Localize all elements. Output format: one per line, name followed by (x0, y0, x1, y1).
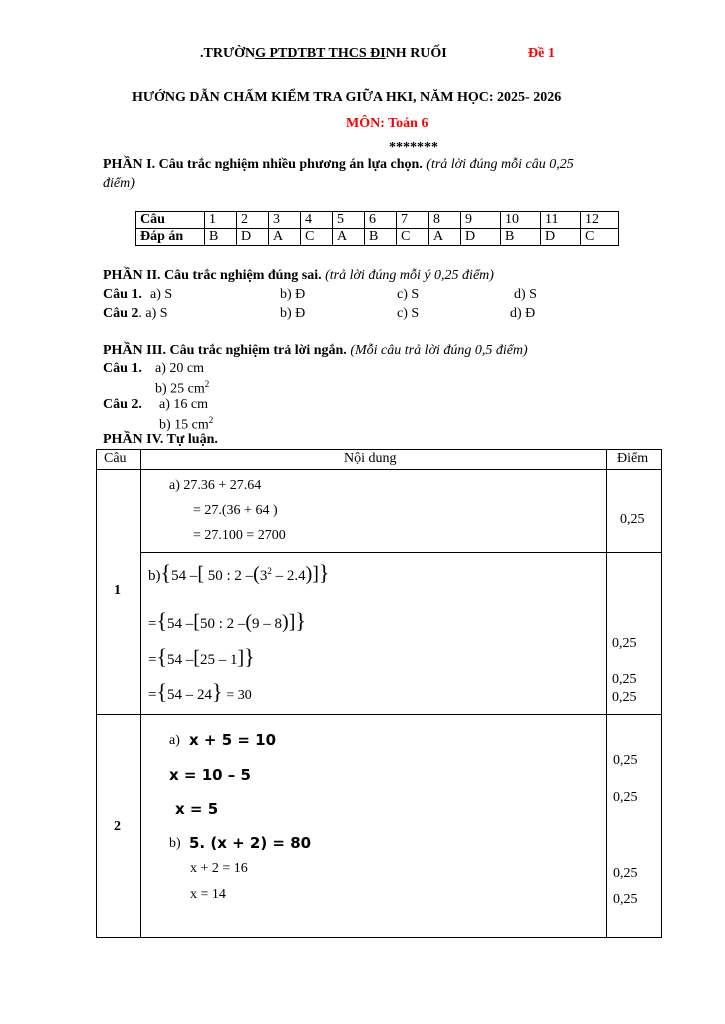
question-number: 10 (501, 212, 541, 229)
part2-q1-d: d) S (514, 287, 537, 302)
table-divider (140, 552, 662, 553)
part2-q2-c: c) S (397, 306, 420, 321)
q2-score: 0,25 (613, 753, 638, 768)
q1a-line3: = 27.100 = 2700 (193, 528, 286, 543)
q2a-line3: x = 5 (175, 800, 219, 818)
question-number: 1 (205, 212, 237, 229)
part2-q1-a: a) S (150, 287, 173, 302)
answer-cell: A (429, 229, 461, 246)
question-number: 8 (429, 212, 461, 229)
answer-table-questions-row (136, 212, 619, 229)
table-divider (96, 469, 662, 470)
question-number: 5 (333, 212, 365, 229)
part4-heading: PHẦN IV. Tự luận. (103, 432, 218, 447)
answer-cell: B (501, 229, 541, 246)
part3-q2-label: Câu 2. (103, 397, 142, 412)
part1-note-continued: điểm) (103, 176, 135, 191)
col-header-question: Câu (104, 451, 127, 466)
question-number: 3 (269, 212, 301, 229)
part3-q1-b: b) 25 $cm^2$ (155, 379, 210, 397)
answer-cell: A (333, 229, 365, 246)
part2-q1-label: Câu 1. (103, 287, 142, 302)
q1b-score: 0,25 (612, 690, 637, 705)
part2-q1-b: b) Đ (280, 287, 306, 302)
part3-q2-a: a) 16 cm (159, 397, 208, 412)
q2-score: 0,25 (613, 866, 638, 881)
q2a-line1: x + 5 = 10 (189, 731, 277, 749)
school-name: .TRƯỜNG PTDTBT THCS ĐINH RUỐI (200, 46, 447, 61)
answer-cell: D (541, 229, 581, 246)
q1a-score: 0,25 (620, 512, 645, 527)
col-header-score: Điểm (617, 451, 649, 466)
answer-cell: D (461, 229, 501, 246)
answer-cell: C (581, 229, 619, 246)
answer-table-answers-row (136, 229, 619, 246)
question-number: 9 (461, 212, 501, 229)
q1b-line1: b){54 –[ 50 : 2 $-(3^2 - 2.4)$]} (148, 560, 330, 585)
question-number-2: 2 (114, 819, 121, 834)
subject-label: MÔN: Toán 6 (346, 116, 429, 131)
stars-divider: ******* (389, 140, 438, 155)
row-label-answer: Đáp án (136, 229, 205, 246)
page-title: HƯỚNG DẪN CHẤM KIỂM TRA GIỮA HKI, NĂM HỌC: 2025- 2026 (132, 90, 562, 105)
q2a-line2: x = 10 – 5 (169, 766, 251, 784)
part2-q2-b: b) Đ (280, 306, 306, 321)
part3-q1-a: a) 20 cm (155, 361, 204, 376)
part1-heading-line: PHẦN I. Câu trắc nghiệm nhiều phương án lựa chọn. (trả lời đúng mỗi câu 0,25 (103, 157, 574, 172)
question-number-1: 1 (114, 583, 121, 598)
q2-score: 0,25 (613, 790, 638, 805)
q1b-score: 0,25 (612, 636, 637, 651)
part2-q2-line: Câu 2. a) S (103, 306, 168, 321)
col-header-content: Nội dung (344, 451, 397, 466)
part2-q2-d: d) Đ (510, 306, 536, 321)
table-divider (96, 714, 662, 715)
part2-q1-c: c) S (397, 287, 420, 302)
table-divider (140, 449, 141, 938)
table-divider (606, 449, 607, 938)
answer-cell: D (237, 229, 269, 246)
part3-q1-label: Câu 1. (103, 361, 142, 376)
question-number: 2 (237, 212, 269, 229)
row-label-question: Câu (136, 212, 205, 229)
question-number: 6 (365, 212, 397, 229)
q2b-label: b) (169, 836, 181, 851)
answer-cell: C (397, 229, 429, 246)
answer-cell: B (365, 229, 397, 246)
answer-cell: C (301, 229, 333, 246)
q1a-line2: = 27.(36 + 64 ) (193, 503, 278, 518)
answer-table (135, 211, 619, 246)
q2b-line1: 5. (x + 2) = 80 (189, 834, 312, 852)
answer-cell: B (205, 229, 237, 246)
question-number: 11 (541, 212, 581, 229)
q2b-line2: x + 2 = 16 (190, 861, 248, 876)
q1b-line3: ={54 –[25 – 1]} (148, 644, 255, 669)
question-number: 7 (397, 212, 429, 229)
question-number: 12 (581, 212, 619, 229)
question-number: 4 (301, 212, 333, 229)
part2-heading-line: PHẦN II. Câu trắc nghiệm đúng sai. (trả lời đúng mỗi ý 0,25 điểm) (103, 268, 494, 283)
q2b-line3: x = 14 (190, 887, 226, 902)
answer-cell: A (269, 229, 301, 246)
q1b-score: 0,25 (612, 672, 637, 687)
q1b-line4: ={54 – 24} = 30 (148, 679, 252, 704)
q2a-label: a) (169, 733, 180, 748)
q1a-line1: a) 27.36 + 27.64 (169, 478, 262, 493)
part3-q2-b: b) 15 $cm^2$ (159, 415, 214, 433)
q2-score: 0,25 (613, 892, 638, 907)
exam-code: Đề 1 (528, 46, 555, 61)
q1b-line2: ={54 –[50 : 2 –(9 – 8)]} (148, 608, 306, 633)
part3-heading-line: PHẦN III. Câu trắc nghiệm trả lời ngắn. (Mỗi câu trả lời đúng 0,5 điểm) (103, 343, 528, 358)
